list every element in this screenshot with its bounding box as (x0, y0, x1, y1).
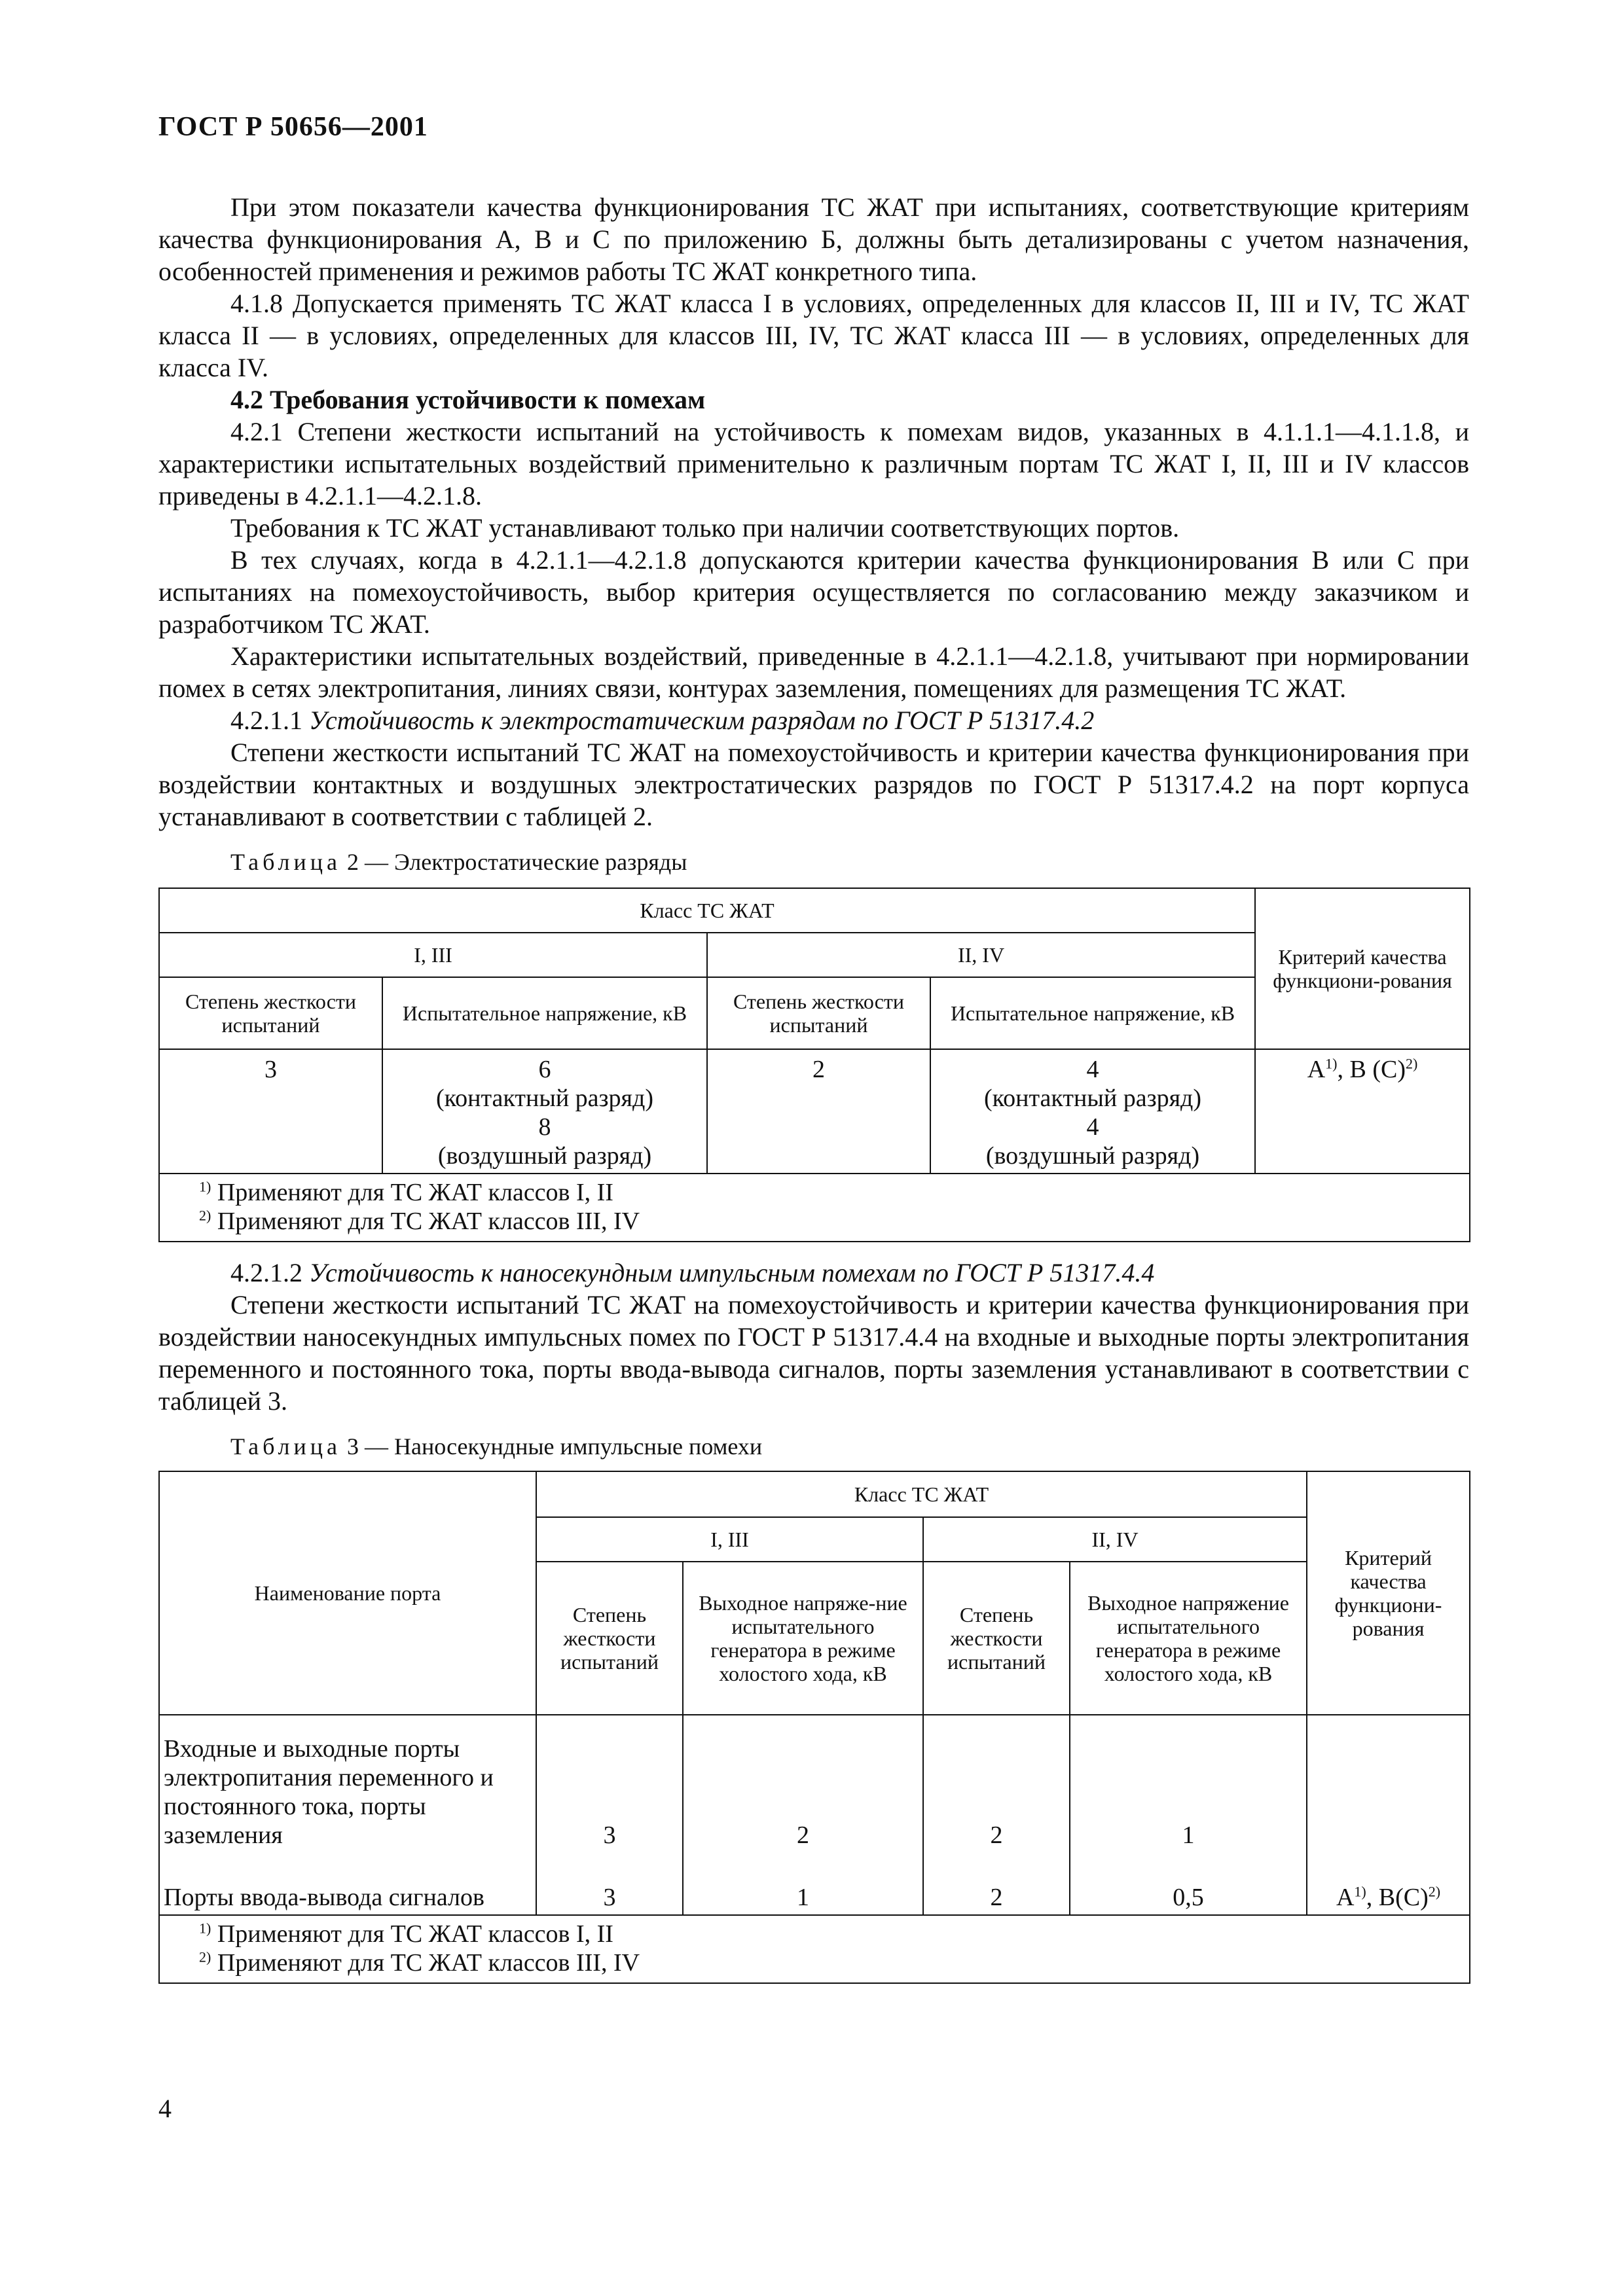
subsection-heading (158, 704, 1469, 736)
header-group-2: II, IV (707, 933, 1255, 977)
header-output-voltage: Выходное напряже-ние испытательного генератора в режиме холостого хода, кВ (683, 1562, 923, 1715)
voltage-cell: 1 (683, 1852, 923, 1915)
criterion-cell: $A^{1)}$, $B(C)^{2)}$ (1307, 1715, 1470, 1915)
header-criterion: Критерий качества функциони-рования (1255, 888, 1470, 1049)
table-2 (158, 888, 1470, 1242)
header-group-2: II, IV (923, 1517, 1307, 1562)
discharge-type: (контактный разряд) (435, 1085, 654, 1112)
voltage-value: 4 (1086, 1056, 1099, 1083)
degree-cell: 2 (923, 1715, 1070, 1852)
subsection-number: 4.2.1.2 (230, 1258, 302, 1287)
table-row (159, 1049, 1470, 1174)
section-heading: 4.2 Требования устойчивости к помехам (230, 385, 706, 414)
footnote: $^{2)}$ Применяют для ТС ЖАТ классов III, IV (199, 1207, 640, 1235)
header-class: Класс ТС ЖАТ (536, 1471, 1307, 1517)
header-voltage: Испытательное напряжение, кВ (930, 977, 1255, 1049)
header-voltage: Испытательное напряжение, кВ (382, 977, 707, 1049)
voltage-value: 6 (538, 1056, 551, 1083)
criterion-cell: $A^{1)}$, B $(C)^{2)}$ (1255, 1049, 1470, 1174)
degree-cell: 3 (159, 1049, 382, 1174)
standard-code: ГОСТ Р 50656—2001 (158, 112, 428, 142)
caption-word: Таблица (230, 1433, 341, 1460)
header-port: Наименование порта (159, 1471, 536, 1715)
header-group-1: I, III (536, 1517, 923, 1562)
header-degree: Степень жесткости испытаний (159, 977, 382, 1049)
discharge-type: (воздушный разряд) (437, 1142, 652, 1170)
table-3-caption (158, 1431, 1469, 1462)
caption-text: 2 — Электростатические разряды (346, 849, 687, 875)
voltage-cell: 1 (1070, 1715, 1307, 1852)
paragraph: Степени жесткости испытаний ТС ЖАТ на помехоустойчивость и критерии качества функционирования при воздействии наносекундных импульсных помех по ГОСТ Р 51317.4.4 на входные и выходные порты электропитания переменного и постоянного тока, порты ввода-вывода сигналов, порты заземления устанавливают в соответствии с таблицей 3. (158, 1290, 1469, 1416)
caption-word: Таблица (230, 849, 341, 875)
port-name: Порты ввода-вывода сигналов (159, 1852, 536, 1915)
degree-cell: 2 (923, 1852, 1070, 1915)
header-group-1: I, III (159, 933, 707, 977)
degree-cell: 3 (536, 1852, 683, 1915)
body-text (158, 191, 1469, 1984)
degree-cell: 2 (707, 1049, 930, 1174)
paragraph: В тех случаях, когда в 4.2.1.1—4.2.1.8 допускаются критерии качества функционирования B или C при испытаниях на помехоустойчивость, выбор критерия осуществляется по согласованию между заказчиком и разработчиком ТС ЖАТ. (158, 545, 1469, 639)
voltage-cell (382, 1049, 707, 1174)
paragraph: Характеристики испытательных воздействий, приведенные в 4.2.1.1—4.2.1.8, учитывают при нормировании помех в сетях электропитания, линиях связи, контурах заземления, помещениях для размещения ТС ЖАТ. (158, 641, 1469, 703)
page-number: 4 (158, 2094, 172, 2123)
table-footnotes (159, 1174, 1470, 1242)
subsection-number: 4.2.1.1 (230, 706, 302, 735)
header-criterion: Критерий качества функциони-рования (1307, 1471, 1470, 1715)
table-2-caption (158, 847, 1469, 877)
subsection-heading (158, 1257, 1469, 1289)
paragraph: При этом показатели качества функционирования ТС ЖАТ при испытаниях, соответствующие критериям качества функционирования A, B и C по приложению Б, должны быть детализированы с учетом назначения, особенностей применения и режимов работы ТС ЖАТ конкретного типа. (158, 192, 1469, 286)
header-output-voltage: Выходное напряжение испытательного генератора в режиме холостого хода, кВ (1070, 1562, 1307, 1715)
paragraph: 4.1.8 Допускается применять ТС ЖАТ класса I в условиях, определенных для классов II, III и IV, ТС ЖАТ класса II — в условиях, определенных для классов III, IV, ТС ЖАТ класса III — в условиях, определенных для класса IV. (158, 289, 1469, 382)
degree-cell: 3 (536, 1715, 683, 1852)
header-class: Класс ТС ЖАТ (159, 888, 1255, 933)
voltage-cell (930, 1049, 1255, 1174)
table-footnotes (159, 1915, 1470, 1983)
paragraph: Требования к ТС ЖАТ устанавливают только при наличии соответствующих портов. (230, 513, 1180, 543)
discharge-type: (контактный разряд) (983, 1085, 1202, 1112)
subsection-title: Устойчивость к электростатическим разрядам по ГОСТ Р 51317.4.2 (309, 706, 1095, 735)
footnote: $^{2)}$ Применяют для ТС ЖАТ классов III, IV (199, 1948, 640, 1977)
discharge-type: (воздушный разряд) (985, 1142, 1200, 1170)
voltage-value: 4 (1086, 1113, 1099, 1141)
footnote: $^{1)}$ Применяют для ТС ЖАТ классов I, II (199, 1178, 613, 1206)
caption-text: 3 — Наносекундные импульсные помехи (346, 1433, 763, 1460)
header-degree: Степень жесткости испытаний (707, 977, 930, 1049)
table-row (159, 1852, 1470, 1915)
header-degree: Степень жесткости испытаний (923, 1562, 1070, 1715)
voltage-cell: 2 (683, 1715, 923, 1852)
subsection-title: Устойчивость к наносекундным импульсным помехам по ГОСТ Р 51317.4.4 (309, 1258, 1155, 1287)
voltage-value: 8 (538, 1113, 551, 1141)
table-3 (158, 1471, 1470, 1984)
paragraph: Степени жесткости испытаний ТС ЖАТ на помехоустойчивость и критерии качества функционирования при воздействии контактных и воздушных электростатических разрядов по ГОСТ Р 51317.4.2 на порт корпуса устанавливают в соответствии с таблицей 2. (158, 738, 1469, 831)
port-name: Входные и выходные порты электропитания переменного и постоянного тока, порты заземления (159, 1715, 536, 1852)
footnote: $^{1)}$ Применяют для ТС ЖАТ классов I, II (199, 1920, 613, 1948)
header-degree: Степень жесткости испытаний (536, 1562, 683, 1715)
paragraph: 4.2.1 Степени жесткости испытаний на устойчивость к помехам видов, указанных в 4.1.1.1—4.1.1.8, и характеристики испытательных воздействий применительно к различным портам ТС ЖАТ I, II, III и IV классов приведены в 4.2.1.1—4.2.1.8. (158, 417, 1469, 511)
voltage-cell: 0,5 (1070, 1852, 1307, 1915)
table-row (159, 1715, 1470, 1852)
